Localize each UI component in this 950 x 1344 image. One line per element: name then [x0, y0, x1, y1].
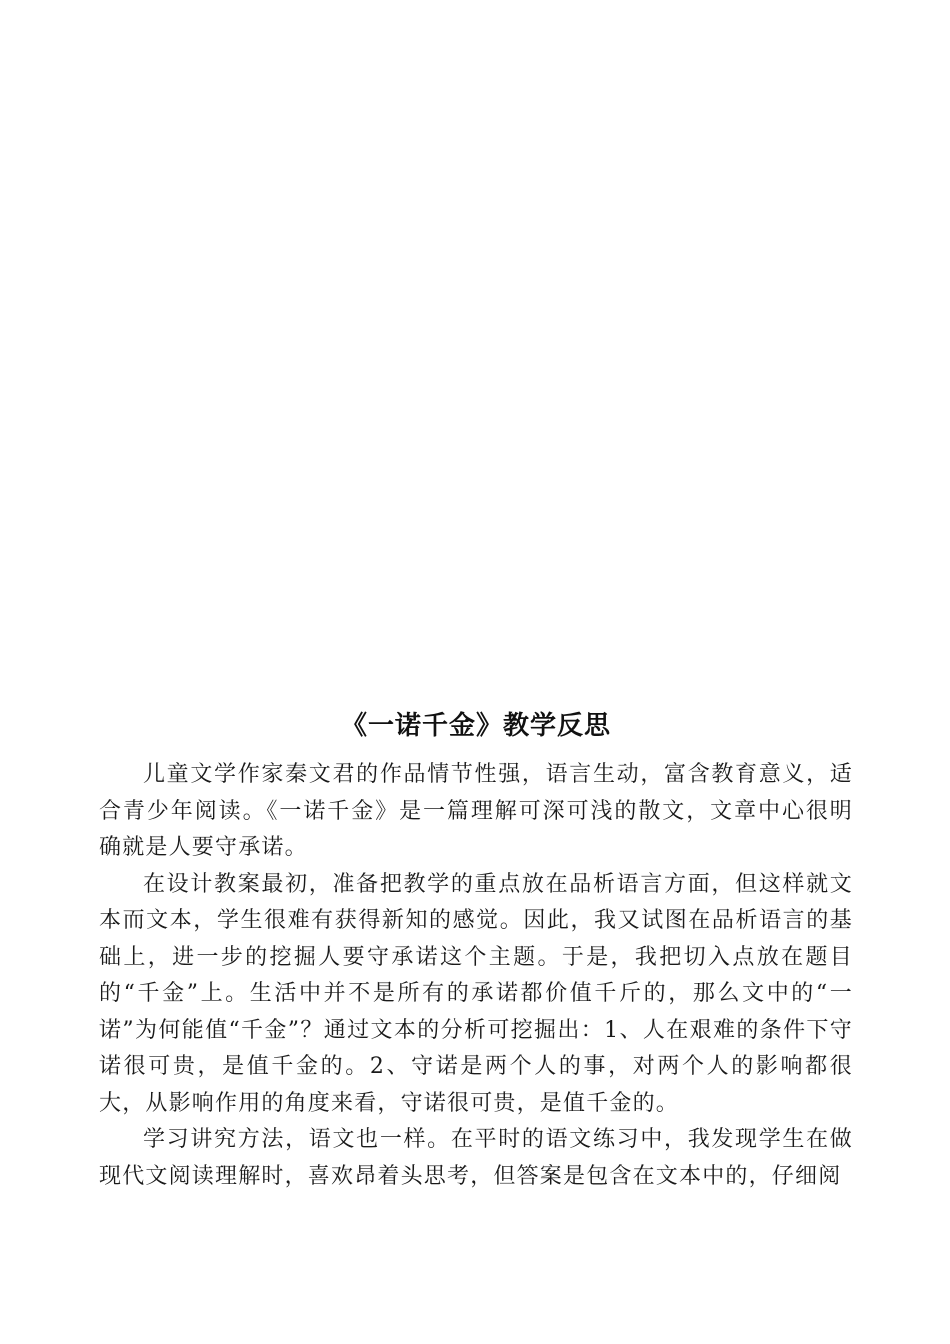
paragraph-learning-method: 学习讲究方法，语文也一样。在平时的语文练习中，我发现学生在做现代文阅读理解时，喜欢昂着头思考，但答案是包含在文本中的，仔细阅	[99, 1127, 853, 1189]
document-title: 《一诺千金》教学反思	[340, 711, 611, 741]
paragraph-intro: 儿童文学作家秦文君的作品情节性强，语言生动，富含教育意义，适合青少年阅读。《一诺千金》是一篇理解可深可浅的散文，文章中心很明确就是人要守承诺。	[99, 762, 853, 860]
paragraph-lesson-design: 在设计教案最初，准备把教学的重点放在品析语言方面，但这样就文本而文本，学生很难有获得新知的感觉。因此，我又试图在品析语言的基础上，进一步的挖掘人要守承诺这个主题。于是，我把切入点放在题目的“千金”上。生活中并不是所有的承诺都价值千斤的，那么文中的“一诺”为何能值“千金”？通过文本的分析可挖掘出：1、人在艰难的条件下守诺很可贵，是值千金的。2、守诺是两个人的事，对两个人的影响都很大，从影响作用的角度来看，守诺很可贵，是值千金的。	[99, 871, 853, 1116]
document-body	[99, 705, 853, 1195]
